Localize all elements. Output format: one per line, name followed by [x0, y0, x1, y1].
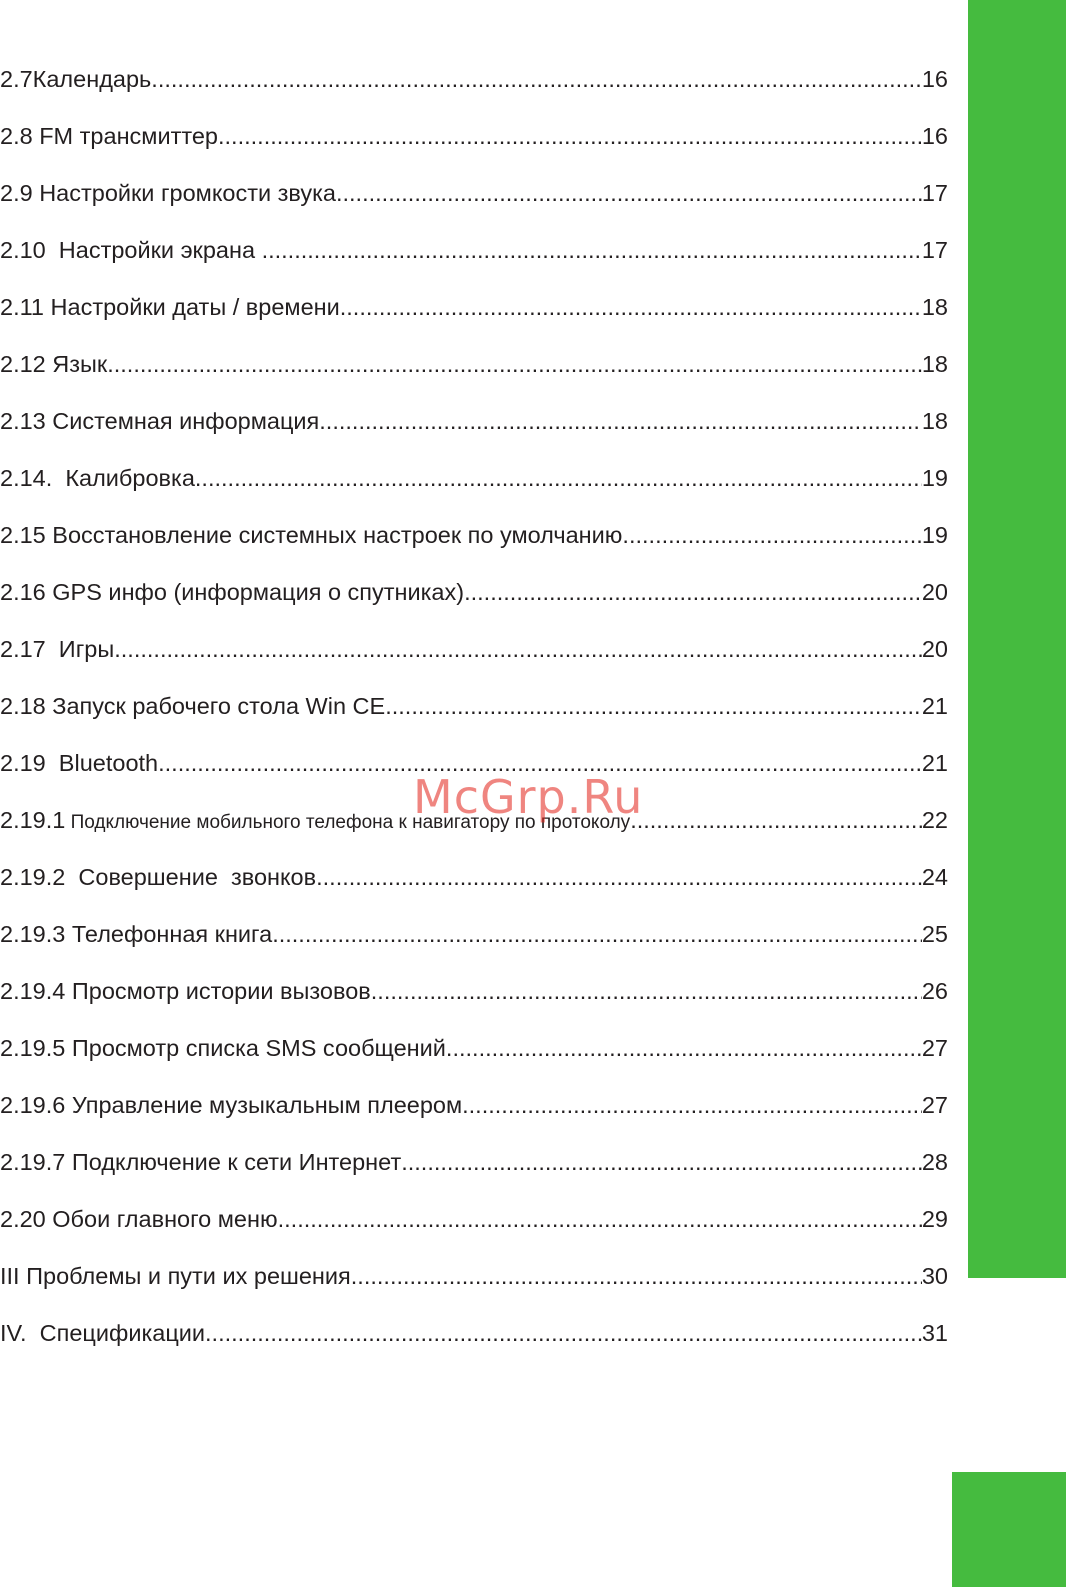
toc-entry-number: 2.19.4: [0, 978, 66, 1004]
toc-entry[interactable]: [0, 569, 948, 626]
toc-entry-number: 2.18: [0, 693, 46, 719]
toc-entry-number: 2.11: [0, 294, 44, 320]
toc-entry-title: [0, 398, 319, 444]
toc-entry-text: Калибровка: [52, 465, 195, 491]
toc-entry-title: [0, 854, 316, 900]
toc-entry[interactable]: [0, 1310, 948, 1367]
toc-entry-number: 2.17: [0, 636, 46, 662]
toc-entry[interactable]: [0, 1253, 948, 1310]
toc-entry-number: 2.19: [0, 750, 46, 776]
toc-leader-dots: [205, 1310, 922, 1356]
toc-entry-number: 2.10: [0, 237, 46, 263]
toc-leader-dots: [114, 626, 922, 672]
toc-entry-title: [0, 1196, 278, 1242]
toc-entry[interactable]: [0, 284, 948, 341]
toc-entry[interactable]: [0, 911, 948, 968]
toc-page-number: 19: [921, 465, 948, 491]
toc-entry-text: Настройки экрана: [45, 237, 262, 263]
toc-page-number: 17: [921, 180, 948, 206]
toc-page-number: 21: [921, 750, 948, 776]
toc-page-number: 26: [921, 978, 948, 1004]
toc-leader-dots: [336, 170, 922, 216]
toc-page-number: 24: [921, 864, 948, 890]
toc-page-number: 30: [921, 1263, 948, 1289]
toc-leader-dots: [464, 569, 922, 615]
toc-leader-dots: [446, 1025, 922, 1071]
toc-page-number: 20: [921, 636, 948, 662]
toc-entry-number: III: [0, 1263, 20, 1289]
toc-entry-title: [0, 1139, 401, 1185]
toc-leader-dots: [278, 1196, 922, 1242]
toc-page-number: 18: [921, 351, 948, 377]
watermark-logo: McGrp.Ru: [413, 770, 644, 824]
toc-entry-number: 2.19.3: [0, 921, 66, 947]
toc-entry-text: Спецификации: [26, 1320, 206, 1346]
toc-entry-number: 2.19.2: [0, 864, 66, 890]
toc-leader-dots: [340, 284, 922, 330]
toc-entry-number: 2.13: [0, 408, 46, 434]
toc-page-number: 20: [921, 579, 948, 605]
toc-page-number: 21: [921, 693, 948, 719]
toc-entry-title: [0, 740, 158, 786]
toc-leader-dots: [351, 1253, 922, 1299]
toc-page-number: 22: [921, 807, 948, 833]
toc-entry-title: [0, 512, 622, 558]
toc-page-number: 18: [921, 408, 948, 434]
toc-page-number: 25: [921, 921, 948, 947]
toc-entry-number: 2.19.7: [0, 1149, 66, 1175]
toc-entry-number: 2.8: [0, 123, 33, 149]
toc-entry-text: Подключение к сети Интернет: [65, 1149, 402, 1175]
toc-page-number: 29: [921, 1206, 948, 1232]
toc-entry[interactable]: [0, 113, 948, 170]
toc-entry-title: [0, 683, 385, 729]
toc-entry-number: 2.14.: [0, 465, 53, 491]
toc-entry-title: [0, 341, 107, 387]
toc-entry-number: IV.: [0, 1320, 27, 1346]
toc-page-number: 31: [921, 1320, 948, 1346]
toc-entry-number: 2.9: [0, 180, 33, 206]
toc-entry-title: [0, 56, 151, 102]
toc-page-number: 27: [921, 1092, 948, 1118]
toc-entry-text: Игры: [45, 636, 115, 662]
green-corner-tab: [952, 1472, 1066, 1587]
toc-leader-dots: [151, 56, 922, 102]
toc-entry-text: GPS инфо (информация о спутниках): [45, 579, 465, 605]
toc-entry-text: Проблемы и пути их решения: [19, 1263, 351, 1289]
toc-page-number: 27: [921, 1035, 948, 1061]
toc-leader-dots: [195, 455, 922, 501]
toc-entry[interactable]: [0, 56, 948, 113]
toc-entry-title: [0, 284, 340, 330]
toc-page-number: 17: [921, 237, 948, 263]
toc-entry[interactable]: [0, 1139, 948, 1196]
toc-leader-dots: [462, 1082, 922, 1128]
toc-entry[interactable]: [0, 512, 948, 569]
toc-leader-dots: [401, 1139, 922, 1185]
toc-leader-dots: [371, 968, 922, 1014]
toc-leader-dots: [385, 683, 922, 729]
toc-entry-title: [0, 1025, 446, 1071]
toc-entry-number: 2.19.5: [0, 1035, 66, 1061]
toc-entry[interactable]: [0, 626, 948, 683]
toc-entry-text: Запуск рабочего стола Win CE: [45, 693, 386, 719]
toc-entry[interactable]: [0, 968, 948, 1025]
toc-entry[interactable]: [0, 398, 948, 455]
toc-leader-dots: [316, 854, 922, 900]
toc-page-number: 18: [921, 294, 948, 320]
green-side-bar: [968, 0, 1066, 1278]
toc-entry-title: [0, 1310, 205, 1356]
toc-entry-text: Системная информация: [45, 408, 320, 434]
toc-entry-text: Управление музыкальным плеером: [65, 1092, 463, 1118]
toc-entry-title: [0, 227, 262, 273]
toc-entry-title: [0, 1253, 351, 1299]
toc-entry[interactable]: [0, 1025, 948, 1082]
toc-page-number: 28: [921, 1149, 948, 1175]
toc-entry-title: [0, 569, 464, 615]
toc-entry-number: 2.12: [0, 351, 46, 377]
toc-entry[interactable]: [0, 170, 948, 227]
toc-entry-number: 2.19.6: [0, 1092, 66, 1118]
toc-page-number: 19: [921, 522, 948, 548]
toc-entry-title: [0, 968, 371, 1014]
toc-entry-text: Подключение мобильного телефона к навигатору по протоколу: [65, 812, 631, 833]
toc-entry-text: Телефонная книга: [65, 921, 273, 947]
toc-leader-dots: [272, 911, 922, 957]
toc-entry-title: [0, 113, 218, 159]
toc-entry[interactable]: [0, 1196, 948, 1253]
toc-page-number: 16: [921, 66, 948, 92]
toc-entry-text: Обои главного меню: [45, 1206, 278, 1232]
toc-leader-dots: [319, 398, 922, 444]
toc-entry[interactable]: [0, 1082, 948, 1139]
toc-entry-title: [0, 911, 272, 957]
toc-entry-text: Просмотр списка SMS сообщений: [65, 1035, 446, 1061]
toc-entry-title: [0, 455, 195, 501]
toc-page-number: 16: [921, 123, 948, 149]
toc-entry-number: 2.20: [0, 1206, 46, 1232]
toc-entry[interactable]: [0, 455, 948, 512]
toc-leader-dots: [107, 341, 922, 387]
toc-entry-text: Настройки даты / времени: [44, 294, 340, 320]
toc-entry-text: Восстановление системных настроек по умолчанию: [45, 522, 623, 548]
toc-leader-dots: [630, 797, 922, 843]
toc-entry-text: Календарь: [32, 66, 152, 92]
toc-entry[interactable]: [0, 341, 948, 398]
toc-entry-title: [0, 626, 114, 672]
toc-leader-dots: [622, 512, 921, 558]
toc-entry-number: 2.16: [0, 579, 46, 605]
toc-entry-text: FM трансмиттер: [32, 123, 218, 149]
toc-entry[interactable]: [0, 227, 948, 284]
toc-entry-text: Совершение звонков: [65, 864, 317, 890]
toc-entry-text: Просмотр истории вызовов: [65, 978, 371, 1004]
toc-leader-dots: [218, 113, 922, 159]
toc-entry-number: 2.7: [0, 66, 33, 92]
toc-entry-text: Настройки громкости звука: [32, 180, 336, 206]
toc-entry-text: Bluetooth: [45, 750, 159, 776]
toc-entry[interactable]: [0, 854, 948, 911]
toc-entry-number: 2.15: [0, 522, 46, 548]
toc-entry-number: 2.19.1: [0, 807, 66, 833]
toc-entry-text: Язык: [45, 351, 108, 377]
table-of-contents: [0, 56, 948, 1367]
toc-leader-dots: [262, 227, 922, 273]
toc-entry-title: [0, 170, 336, 216]
toc-entry-title: [0, 1082, 462, 1128]
toc-entry[interactable]: [0, 683, 948, 740]
